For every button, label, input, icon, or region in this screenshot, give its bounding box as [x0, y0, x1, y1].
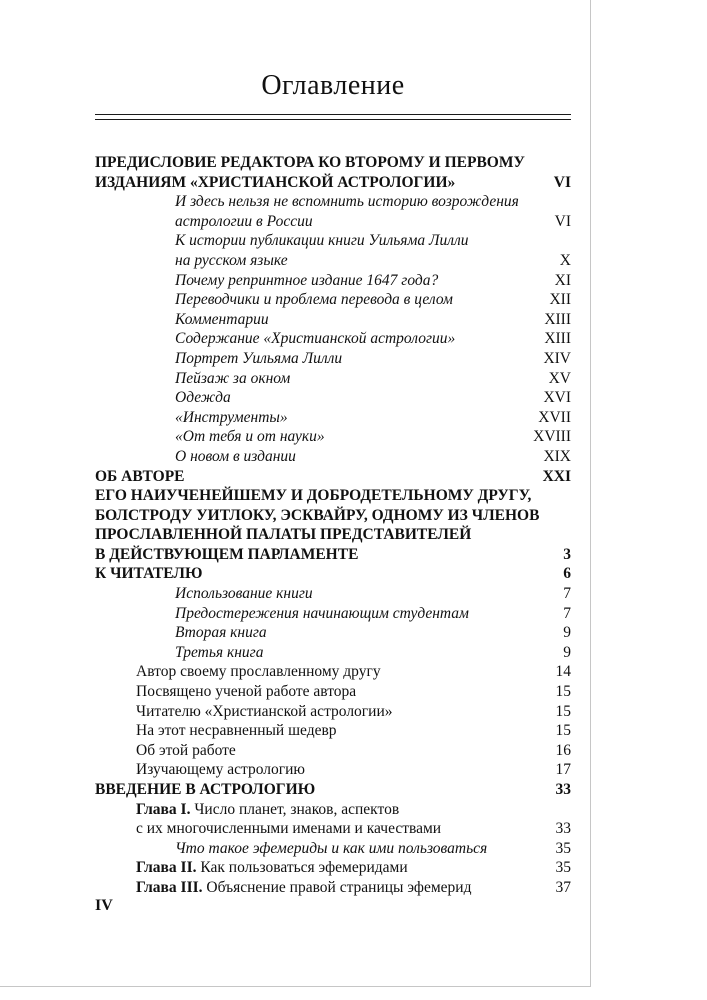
toc-entry: [95, 643, 571, 663]
toc-entry-page-number: XIII: [544, 310, 571, 328]
table-of-contents: [95, 153, 571, 898]
toc-entry-page-number: XVI: [543, 389, 571, 407]
toc-entry-page-number: 15: [555, 683, 571, 701]
toc-entry: [95, 231, 571, 270]
toc-entry-page-number: XVIII: [533, 428, 571, 446]
toc-entry: [95, 760, 571, 780]
toc-entry: [95, 741, 571, 761]
toc-entry-title: Пейзаж за окном: [175, 369, 291, 387]
toc-entry-title: Читателю «Христианской астрологии»: [136, 702, 393, 720]
toc-entry: [95, 271, 571, 291]
toc-entry-page-number: XIX: [543, 447, 571, 465]
toc-entry: [95, 310, 571, 330]
toc-entry: [95, 564, 571, 584]
toc-entry: [95, 388, 571, 408]
toc-entry-page-number: 15: [555, 722, 571, 740]
toc-entry-title: Изучающему астрологию: [136, 761, 305, 779]
toc-entry-title: На этот несравненный шедевр: [136, 722, 337, 740]
toc-entry-page-number: 35: [555, 859, 571, 877]
toc-entry-title: О новом в издании: [175, 447, 296, 465]
toc-entry: [95, 858, 571, 878]
toc-entry: [95, 486, 571, 564]
toc-entry: [95, 192, 571, 231]
toc-entry: [95, 447, 571, 467]
toc-entry: [95, 584, 571, 604]
toc-entry-title: ОБ АВТОРЕ: [95, 467, 185, 485]
double-rule-divider: [95, 114, 571, 120]
toc-entry-page-number: 33: [555, 781, 571, 798]
toc-entry-page-number: 3: [563, 545, 571, 563]
toc-entry-page-number: X: [559, 251, 571, 269]
toc-entry: [95, 839, 571, 859]
toc-entry: [95, 800, 571, 839]
toc-entry-page-number: 14: [555, 663, 571, 681]
toc-entry-title: К ЧИТАТЕЛЮ: [95, 565, 203, 583]
toc-entry: [95, 662, 571, 682]
toc-entry-page-number: 7: [563, 585, 571, 603]
toc-entry-page-number: XIII: [544, 330, 571, 348]
toc-entry-page-number: 15: [555, 702, 571, 720]
page-content: [95, 0, 571, 898]
toc-entry-page-number: 7: [563, 604, 571, 622]
toc-entry-page-number: 35: [555, 839, 571, 857]
toc-entry-title: Одежда: [175, 389, 231, 407]
toc-entry: [95, 349, 571, 369]
toc-entry-title: ЕГО НАИУЧЕНЕЙШЕМУ И ДОБРОДЕТЕЛЬНОМУ ДРУГУ, БОЛСТРОДУ УИТЛОКУ, ЭСКВАЙРУ, ОДНОМУ ИЗ ЧЛЕНОВ ПРОСЛАВЛЕННОЙ ПАЛАТЫ ПРЕДСТАВИТЕЛЕЙ В ДЕЙСТВУЮЩЕМ ПАРЛАМЕНТЕ: [95, 487, 540, 563]
toc-chapter-prefix: Глава II.: [136, 859, 201, 877]
toc-entry-page-number: XIV: [543, 349, 571, 367]
toc-entry-title: «От тебя и от науки»: [175, 428, 325, 446]
toc-chapter-prefix: Глава III.: [136, 878, 207, 896]
toc-entry: [95, 721, 571, 741]
toc-entry-page-number: 17: [555, 761, 571, 779]
toc-entry-title: «Инструменты»: [175, 408, 288, 426]
toc-entry-title: К истории публикации книги Уильяма Лилли на русском языке: [175, 232, 469, 269]
toc-chapter-prefix: Глава I.: [136, 800, 195, 818]
toc-entry-page-number: 9: [563, 624, 571, 642]
toc-entry-title: Предостережения начинающим студентам: [175, 604, 469, 622]
toc-entry-page-number: XXI: [542, 467, 571, 485]
page-edge-right: [590, 0, 591, 987]
toc-entry-title: Автор своему прославленному другу: [136, 663, 381, 681]
toc-entry: [95, 702, 571, 722]
toc-entry-title: Глава II. Как пользоваться эфемеридами: [136, 859, 408, 877]
toc-entry: [95, 682, 571, 702]
toc-entry-page-number: XII: [549, 291, 571, 309]
toc-entry-page-number: XI: [554, 271, 571, 289]
toc-entry: [95, 153, 571, 192]
toc-entry-page-number: 37: [555, 878, 571, 896]
toc-entry-title: Комментарии: [175, 310, 269, 328]
folio-page-number: IV: [95, 897, 113, 914]
toc-entry: [95, 408, 571, 428]
toc-entry-page-number: XV: [548, 369, 571, 387]
toc-entry-title: Глава I. Число планет, знаков, аспектов с их многочисленными именами и качествами: [136, 800, 442, 838]
toc-entry: [95, 329, 571, 349]
toc-entry: [95, 623, 571, 643]
toc-entry-title: И здесь нельзя не вспомнить историю возрождения астрологии в России: [175, 193, 519, 230]
toc-entry-page-number: 33: [555, 820, 571, 838]
toc-entry-title: Использование книги: [175, 585, 313, 603]
toc-entry-title: Портрет Уильяма Лилли: [175, 349, 343, 367]
toc-entry: [95, 604, 571, 624]
toc-entry-page-number: VI: [553, 173, 571, 191]
toc-entry-title: Посвящено ученой работе автора: [136, 683, 357, 701]
toc-entry: [95, 878, 571, 898]
toc-entry-page-number: 16: [555, 741, 571, 759]
toc-entry-page-number: 6: [563, 565, 571, 583]
page-edge-bottom: [0, 986, 591, 987]
toc-entry-title: Что такое эфемериды и как ими пользоваться: [175, 839, 488, 857]
toc-entry: [95, 290, 571, 310]
toc-entry-title: Третья книга: [175, 643, 264, 661]
toc-entry-page-number: 9: [563, 643, 571, 661]
toc-entry: [95, 780, 571, 800]
toc-entry: [95, 467, 571, 487]
toc-entry-title: Почему репринтное издание 1647 года?: [175, 271, 439, 289]
toc-entry-title: Переводчики и проблема перевода в целом: [175, 291, 453, 309]
toc-entry: [95, 427, 571, 447]
toc-entry-page-number: XVII: [538, 408, 571, 426]
toc-entry-title: Содержание «Христианской астрологии»: [175, 330, 456, 348]
toc-entry-title: ПРЕДИСЛОВИЕ РЕДАКТОРА КО ВТОРОМУ И ПЕРВОМУ ИЗДАНИЯМ «ХРИСТИАНСКОЙ АСТРОЛОГИИ»: [95, 154, 525, 191]
page-title: Оглавление: [261, 70, 405, 101]
toc-entry-title: Вторая книга: [175, 624, 267, 642]
toc-entry-title: Об этой работе: [136, 741, 236, 759]
toc-entry-title: Глава III. Объяснение правой страницы эфемерид: [136, 878, 472, 896]
toc-entry-page-number: VI: [554, 212, 571, 230]
toc-entry-title: ВВЕДЕНИЕ В АСТРОЛОГИЮ: [95, 781, 316, 798]
toc-entry: [95, 369, 571, 389]
